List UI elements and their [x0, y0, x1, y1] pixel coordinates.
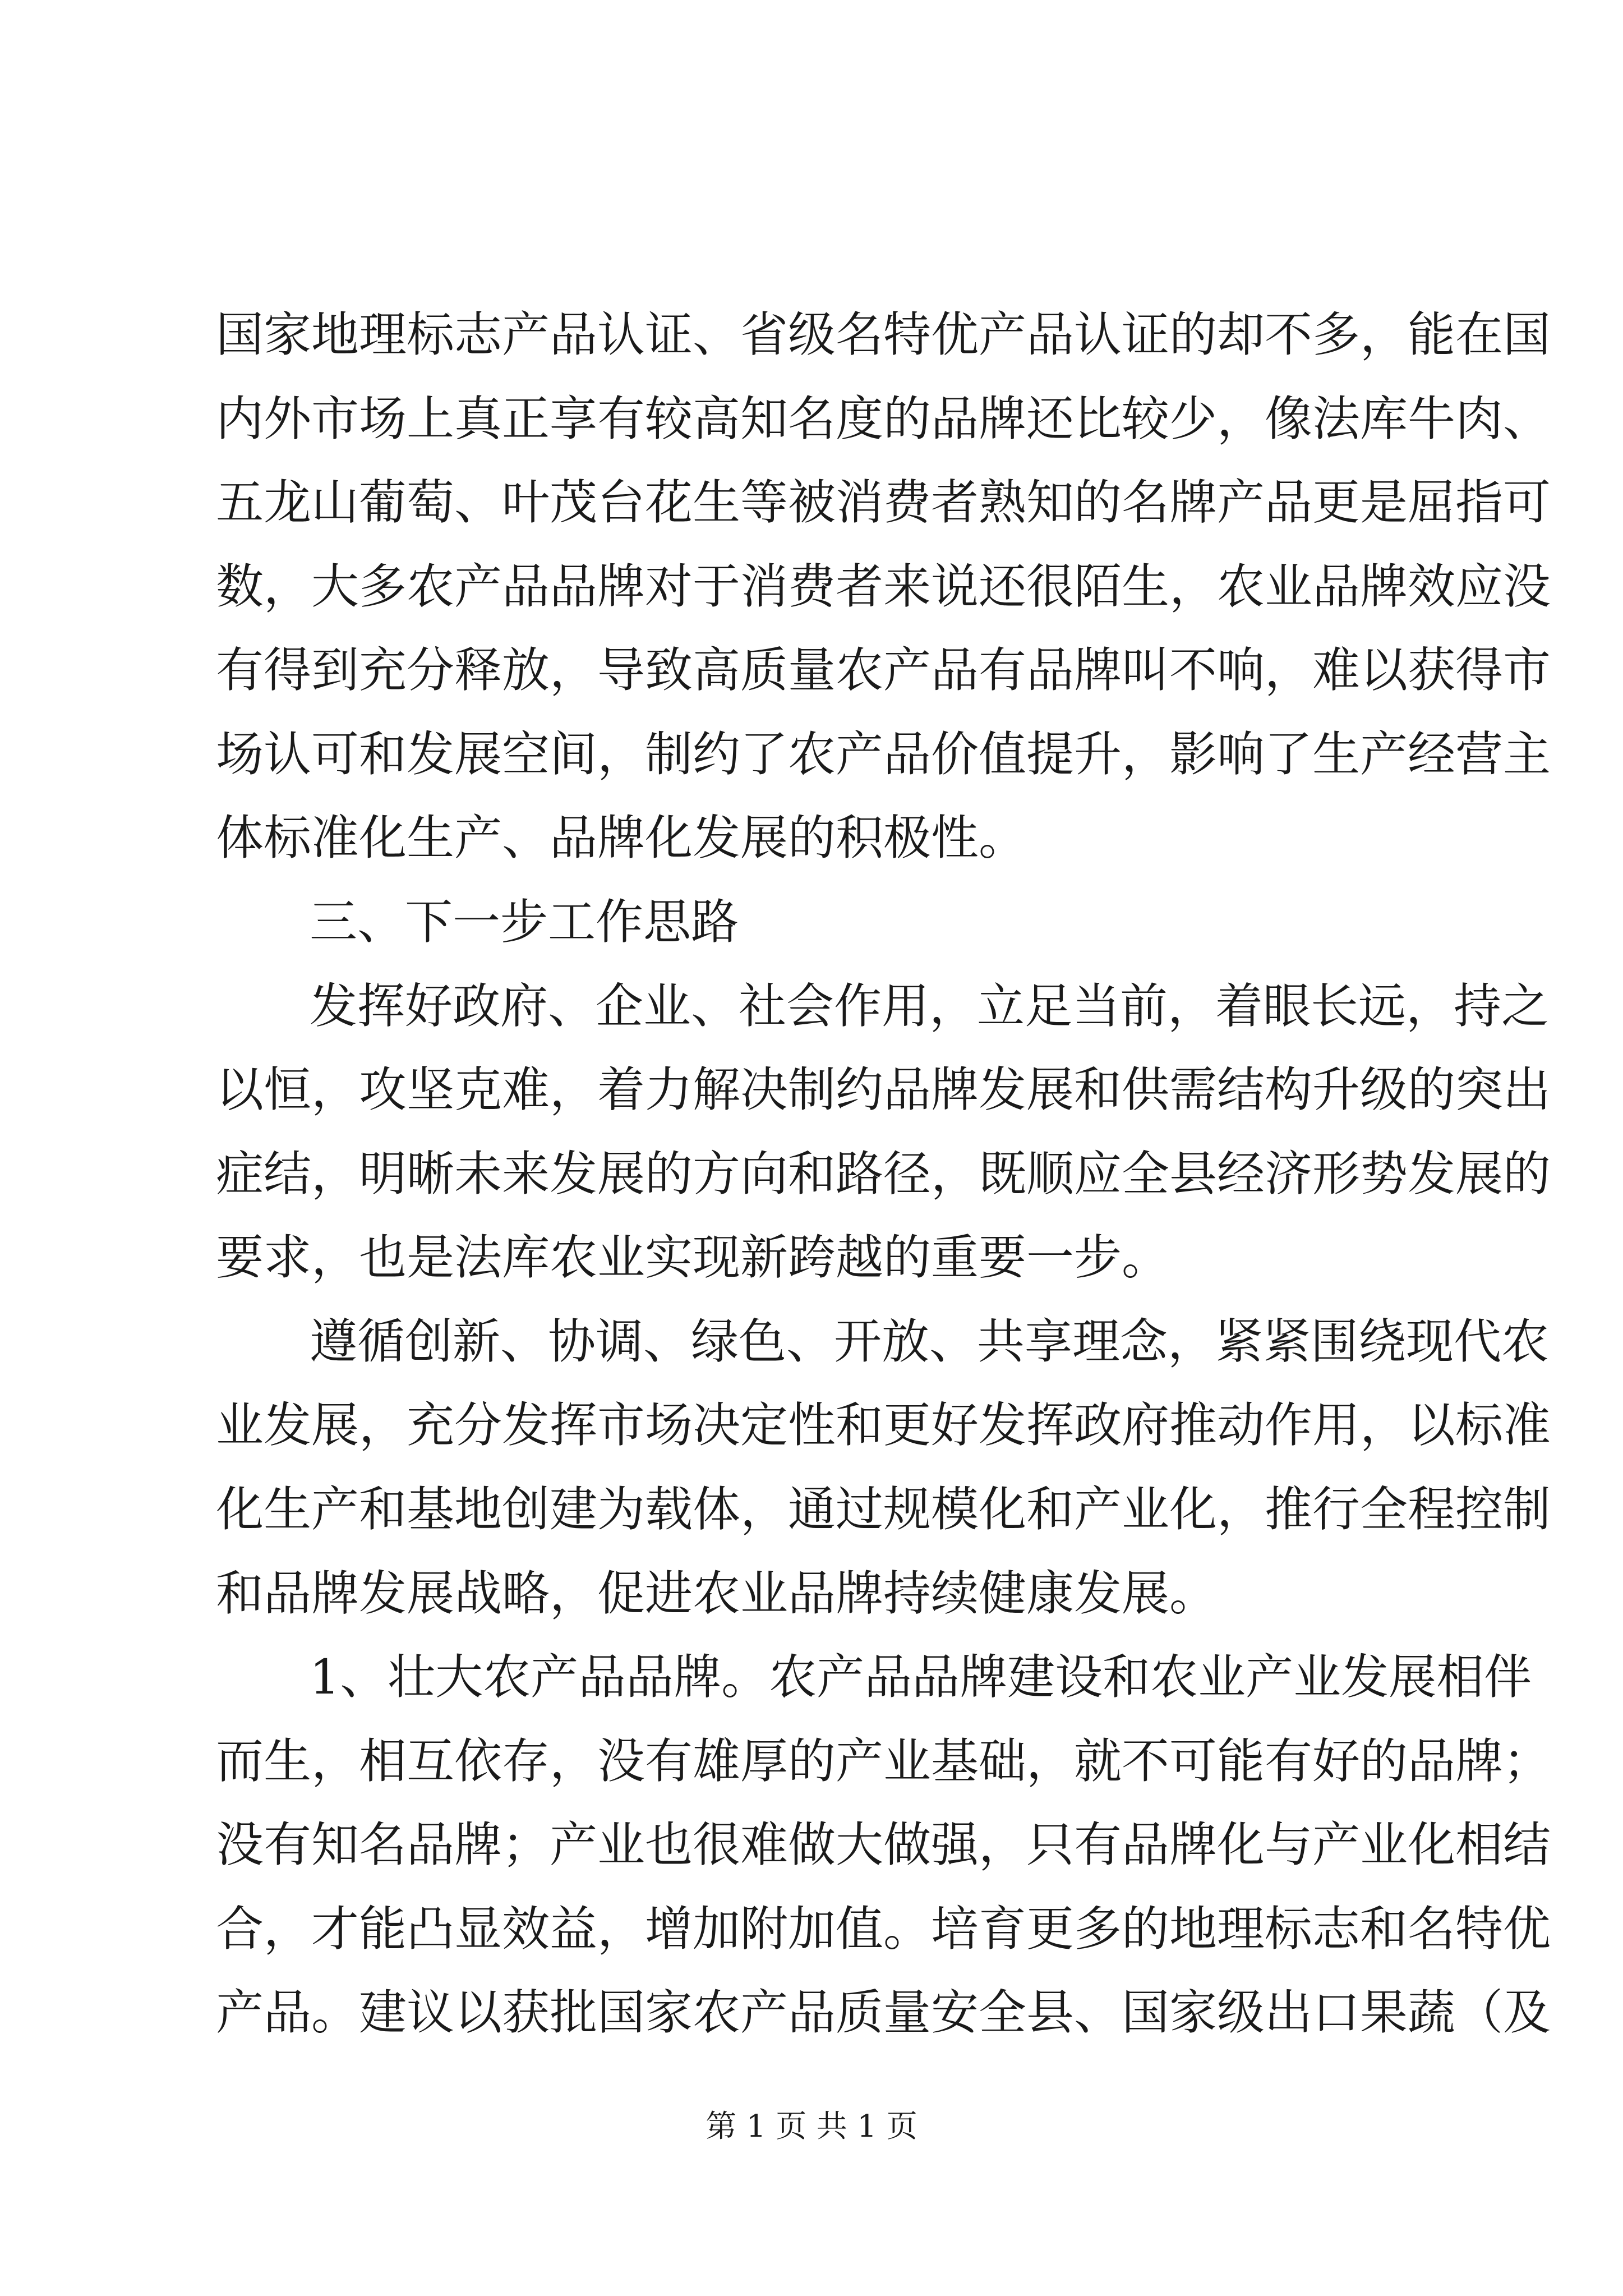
- body-line: 而生，相互依存，没有雄厚的产业基础，就不可能有好的品牌；: [216, 1734, 1551, 1789]
- body-line: 业发展，充分发挥市场决定性和更好发挥政府推动作用，以标准: [216, 1398, 1551, 1453]
- body-line: 没有知名品牌；产业也很难做大做强，只有品牌化与产业化相结: [216, 1818, 1551, 1873]
- body-line: 产品。建议以获批国家农产品质量安全县、国家级出口果蔬（及: [216, 1985, 1551, 2041]
- body-line: 数，大多农产品品牌对于消费者来说还很陌生，农业品牌效应没: [216, 559, 1551, 615]
- body-line: 内外市场上真正享有较高知名度的品牌还比较少，像法库牛肉、: [216, 392, 1551, 447]
- body-line: 遵循创新、协调、绿色、开放、共享理念，紧紧围绕现代农: [310, 1314, 1550, 1370]
- body-line: 场认可和发展空间，制约了农产品价值提升，影响了生产经营主: [216, 727, 1551, 783]
- body-line: 体标准化生产、品牌化发展的积极性。: [216, 811, 1027, 866]
- body-line: 五龙山葡萄、叶茂台花生等被消费者熟知的名牌产品更是屈指可: [216, 475, 1551, 531]
- body-line: 有得到充分释放，导致高质量农产品有品牌叫不响，难以获得市: [216, 643, 1551, 698]
- body-line: 要求，也是法库农业实现新跨越的重要一步。: [216, 1230, 1170, 1286]
- body-line: 症结，明晰未来发展的方向和路径，既顺应全县经济形势发展的: [216, 1147, 1551, 1202]
- section-heading: 三、下一步工作思路: [310, 895, 739, 950]
- body-line: 合，才能凸显效益，增加附加值。培育更多的地理标志和名特优: [216, 1902, 1551, 1957]
- body-line: 发挥好政府、企业、社会作用，立足当前，着眼长远，持之: [310, 979, 1550, 1034]
- body-line: 国家地理标志产品认证、省级名特优产品认证的却不多，能在国: [216, 307, 1551, 363]
- body-line: 以恒，攻坚克难，着力解决制约品牌发展和供需结构升级的突出: [216, 1062, 1551, 1118]
- page-number-footer: 第 1 页 共 1 页: [706, 2108, 917, 2144]
- body-line: 化生产和基地创建为载体，通过规模化和产业化，推行全程控制: [216, 1482, 1551, 1538]
- body-line: 1、壮大农产品品牌。农产品品牌建设和农业产业发展相伴: [310, 1650, 1532, 1705]
- body-line: 和品牌发展战略，促进农业品牌持续健康发展。: [216, 1566, 1218, 1622]
